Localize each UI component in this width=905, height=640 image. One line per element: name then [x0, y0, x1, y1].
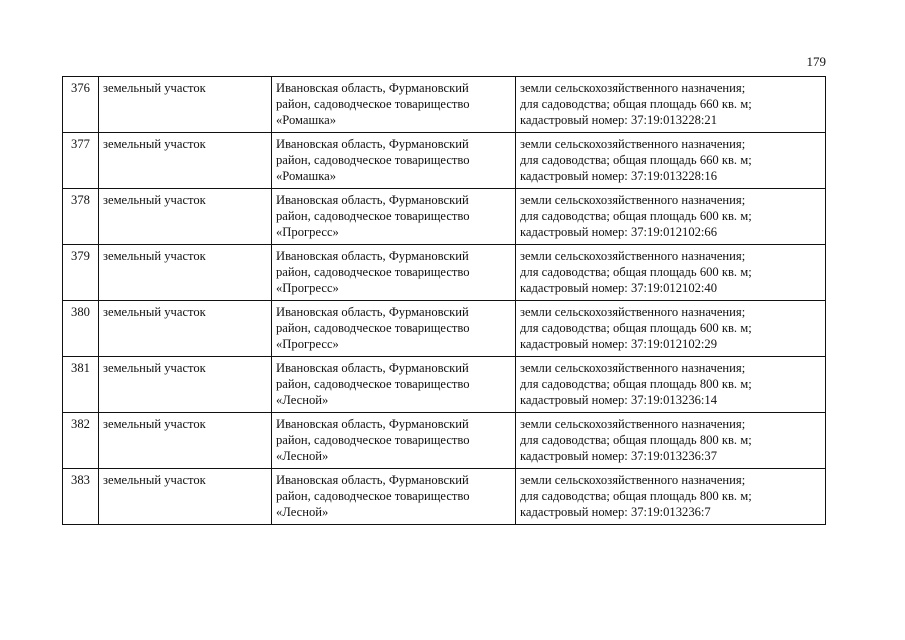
location-line: Ивановская область, Фурмановский [276, 81, 469, 95]
location-cell [272, 413, 516, 469]
location-line: район, садоводческое товарищество [276, 433, 470, 447]
location-line: «Прогресс» [276, 337, 339, 351]
description-line: для садоводства; общая площадь 660 кв. м; [520, 97, 752, 111]
row-number: 376 [63, 77, 99, 133]
description-line: земли сельскохозяйственного назначения; [520, 305, 746, 319]
row-number: 379 [63, 245, 99, 301]
description-line: кадастровый номер: 37:19:013236:14 [520, 393, 718, 407]
description-line: для садоводства; общая площадь 600 кв. м; [520, 265, 752, 279]
description-line: земли сельскохозяйственного назначения; [520, 81, 746, 95]
description-line: земли сельскохозяйственного назначения; [520, 193, 746, 207]
location-cell [272, 189, 516, 245]
description-line: земли сельскохозяйственного назначения; [520, 473, 746, 487]
table-row [63, 189, 826, 245]
location-cell [272, 77, 516, 133]
table-row [63, 413, 826, 469]
row-number: 377 [63, 133, 99, 189]
description-cell [516, 189, 826, 245]
location-line: Ивановская область, Фурмановский [276, 417, 469, 431]
property-type: земельный участок [99, 189, 272, 245]
property-type: земельный участок [99, 133, 272, 189]
location-line: район, садоводческое товарищество [276, 489, 470, 503]
description-line: кадастровый номер: 37:19:013236:37 [520, 449, 718, 463]
location-line: Ивановская область, Фурмановский [276, 305, 469, 319]
location-line: «Прогресс» [276, 225, 339, 239]
location-line: Ивановская область, Фурмановский [276, 137, 469, 151]
row-number: 382 [63, 413, 99, 469]
description-line: для садоводства; общая площадь 600 кв. м; [520, 209, 752, 223]
table-row [63, 77, 826, 133]
description-line: кадастровый номер: 37:19:012102:40 [520, 281, 718, 295]
location-line: район, садоводческое товарищество [276, 97, 470, 111]
location-cell [272, 245, 516, 301]
location-cell [272, 301, 516, 357]
description-cell [516, 357, 826, 413]
property-type: земельный участок [99, 357, 272, 413]
description-line: кадастровый номер: 37:19:013228:16 [520, 169, 718, 183]
table-row [63, 357, 826, 413]
location-cell [272, 469, 516, 525]
location-line: «Лесной» [276, 505, 329, 519]
location-line: район, садоводческое товарищество [276, 209, 470, 223]
location-line: Ивановская область, Фурмановский [276, 193, 469, 207]
description-cell [516, 301, 826, 357]
row-number: 383 [63, 469, 99, 525]
description-cell [516, 245, 826, 301]
property-type: земельный участок [99, 77, 272, 133]
location-cell [272, 133, 516, 189]
location-line: «Прогресс» [276, 281, 339, 295]
description-line: земли сельскохозяйственного назначения; [520, 137, 746, 151]
description-line: для садоводства; общая площадь 660 кв. м; [520, 153, 752, 167]
description-line: кадастровый номер: 37:19:012102:66 [520, 225, 718, 239]
description-cell [516, 133, 826, 189]
description-line: земли сельскохозяйственного назначения; [520, 249, 746, 263]
location-line: Ивановская область, Фурмановский [276, 249, 469, 263]
row-number: 380 [63, 301, 99, 357]
description-line: земли сельскохозяйственного назначения; [520, 361, 746, 375]
description-line: земли сельскохозяйственного назначения; [520, 417, 746, 431]
description-cell [516, 77, 826, 133]
row-number: 378 [63, 189, 99, 245]
description-line: для садоводства; общая площадь 600 кв. м; [520, 321, 752, 335]
property-type: земельный участок [99, 301, 272, 357]
description-line: для садоводства; общая площадь 800 кв. м; [520, 433, 752, 447]
page-number: 179 [806, 54, 826, 69]
row-number: 381 [63, 357, 99, 413]
location-line: «Ромашка» [276, 169, 337, 183]
location-line: Ивановская область, Фурмановский [276, 473, 469, 487]
description-cell [516, 469, 826, 525]
location-line: район, садоводческое товарищество [276, 153, 470, 167]
location-line: район, садоводческое товарищество [276, 265, 470, 279]
property-type: земельный участок [99, 245, 272, 301]
location-line: Ивановская область, Фурмановский [276, 361, 469, 375]
location-line: район, садоводческое товарищество [276, 321, 470, 335]
property-type: земельный участок [99, 469, 272, 525]
description-line: кадастровый номер: 37:19:013228:21 [520, 113, 718, 127]
location-line: «Лесной» [276, 393, 329, 407]
table-row [63, 133, 826, 189]
table-row [63, 469, 826, 525]
description-line: кадастровый номер: 37:19:013236:7 [520, 505, 711, 519]
description-line: кадастровый номер: 37:19:012102:29 [520, 337, 718, 351]
description-line: для садоводства; общая площадь 800 кв. м; [520, 489, 752, 503]
location-cell [272, 357, 516, 413]
land-plot-table [62, 76, 826, 525]
property-type: земельный участок [99, 413, 272, 469]
location-line: район, садоводческое товарищество [276, 377, 470, 391]
description-line: для садоводства; общая площадь 800 кв. м; [520, 377, 752, 391]
table-row [63, 245, 826, 301]
location-line: «Лесной» [276, 449, 329, 463]
description-cell [516, 413, 826, 469]
table-row [63, 301, 826, 357]
location-line: «Ромашка» [276, 113, 337, 127]
